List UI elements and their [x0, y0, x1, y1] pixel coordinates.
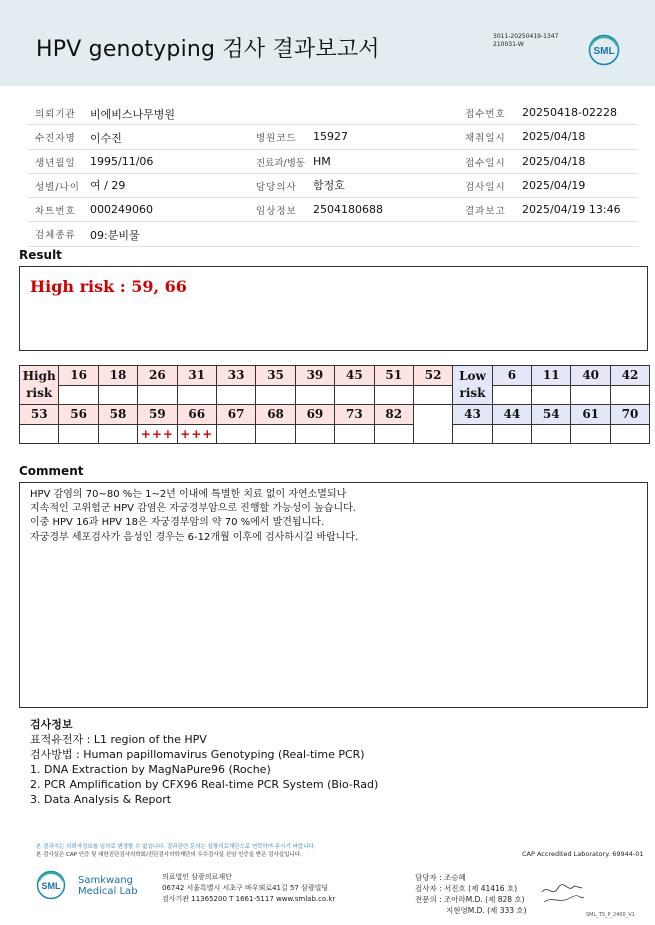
genotype-cell: 39 — [295, 366, 334, 386]
test-info — [30, 717, 378, 807]
result-cell — [374, 385, 413, 405]
patient-info — [28, 101, 638, 247]
test-date-label: 검사일시 — [465, 181, 506, 193]
result-box — [19, 266, 648, 351]
comment-title: Comment — [19, 464, 84, 478]
receipt-no-label: 접수번호 — [465, 109, 506, 120]
result-cell — [216, 424, 255, 444]
genotype-cell: 61 — [571, 405, 610, 425]
birth-label: 생년월일 — [35, 157, 76, 169]
patient-value: 이수진 — [90, 132, 122, 146]
genotype-cell: 40 — [571, 366, 610, 386]
report-code-2: 210031-W — [493, 41, 524, 48]
genotype-cell: 43 — [453, 405, 492, 425]
specimen-value: 09:분비물 — [90, 229, 140, 243]
genotype-cell: 45 — [335, 366, 374, 386]
result-cell — [571, 385, 610, 405]
low-risk-header-2: risk — [459, 386, 486, 400]
staff-info — [415, 872, 527, 916]
table-row — [20, 385, 650, 405]
address-line: 06742 서울특별시 서초구 바우뫼로41길 57 삼광빌딩 — [162, 884, 329, 892]
high-risk-header-1: High — [22, 369, 56, 383]
dept-value: HM — [313, 154, 331, 168]
institution-label: 의뢰기관 — [35, 109, 76, 120]
collect-date-value: 2025/04/18 — [522, 130, 586, 144]
hospital-code-value: 15927 — [313, 130, 348, 144]
genotype-cell: 51 — [374, 366, 413, 386]
receipt-date-value: 2025/04/18 — [522, 154, 586, 168]
cap-accreditation: CAP Accredited Laboratory. 69944-01 — [522, 850, 644, 858]
lab-name-1: Samkwang — [78, 875, 133, 886]
genotype-cell: 54 — [532, 405, 571, 425]
result-cell — [492, 424, 531, 444]
lab-name-2: Medical Lab — [78, 886, 138, 897]
positive-result-59: +++ — [138, 424, 177, 444]
staff-line: 지현영M.D. (제 333 호) — [446, 906, 527, 915]
genotype-cell: 70 — [610, 405, 649, 425]
info-row — [28, 150, 638, 174]
footer-sml-logo — [36, 870, 66, 900]
document-number: SML_TS_P_2400_V1 — [586, 912, 635, 918]
genotype-cell: 66 — [177, 405, 216, 425]
test-info-line: 검사방법 : Human papillomavirus Genotyping (Real-time PCR) — [30, 748, 365, 761]
report-code — [493, 33, 558, 49]
clinical-value: 2504180688 — [313, 203, 383, 217]
comment-line: 자궁경부 세포검사가 음성인 경우는 6-12개월 이후에 검사하시길 바랍니다. — [30, 531, 359, 543]
genotype-cell: 33 — [216, 366, 255, 386]
info-row — [28, 125, 638, 149]
result-cell — [59, 385, 98, 405]
result-cell — [177, 385, 216, 405]
receipt-date-label: 접수일시 — [465, 157, 506, 169]
sml-logo — [588, 34, 620, 66]
footer-certification: 본 검사실은 CAP 인증 및 대한진단검사의학회/진단검사의학재단의 우수검사실 신임 인증을 받은 검사실입니다. — [36, 852, 302, 858]
spacer-cell — [413, 405, 452, 444]
comment-line: HPV 감염의 70~80 %는 1~2년 이내에 특별한 치료 없이 자연소멸되나 — [30, 489, 347, 500]
genotype-cell: 35 — [256, 366, 295, 386]
genotype-cell: 11 — [532, 366, 571, 386]
genotype-cell: 18 — [98, 366, 137, 386]
address-line: 의료법인 삼광의료재단 — [162, 873, 232, 881]
genotype-cell: 16 — [59, 366, 98, 386]
result-cell — [138, 385, 177, 405]
test-info-title: 검사정보 — [30, 718, 73, 731]
comment-text — [30, 488, 358, 545]
genotype-cell: 68 — [256, 405, 295, 425]
result-cell — [374, 424, 413, 444]
test-date-value: 2025/04/19 — [522, 178, 586, 192]
sex-age-label: 성별/나이 — [35, 181, 80, 193]
genotype-cell: 58 — [98, 405, 137, 425]
result-cell — [59, 424, 98, 444]
comment-line: 지속적인 고위험군 HPV 감염은 자궁경부암으로 진행할 가능성이 높습니다. — [30, 503, 356, 515]
result-cell — [295, 385, 334, 405]
test-info-line: 1. DNA Extraction by MagNaPure96 (Roche) — [30, 763, 271, 776]
result-cell — [98, 424, 137, 444]
high-risk-header-2: risk — [26, 386, 53, 400]
genotype-cell: 53 — [20, 405, 59, 425]
staff-line: 전문의 : 조아라M.D. (제 828 호) — [415, 895, 525, 904]
positive-result-66: +++ — [177, 424, 216, 444]
info-row — [28, 198, 638, 222]
staff-line: 검사자 : 서진호 (제 41416 호) — [415, 884, 518, 893]
clinical-label: 임상정보 — [256, 206, 297, 218]
result-cell — [256, 385, 295, 405]
info-row — [28, 174, 638, 198]
comment-box — [19, 482, 648, 708]
table-row — [20, 424, 650, 444]
sex-age-value: 여 / 29 — [90, 178, 126, 192]
birth-value: 1995/11/06 — [90, 154, 154, 168]
table-row — [20, 366, 650, 386]
genotype-table — [19, 365, 650, 444]
genotype-cell: 6 — [492, 366, 531, 386]
genotype-cell: 26 — [138, 366, 177, 386]
address-line: 검사기관 11365200 T 1661-5117 www.smlab.co.kr — [162, 895, 336, 903]
sml-logo-text: SML — [593, 46, 615, 57]
report-value: 2025/04/19 13:46 — [522, 203, 621, 217]
footer-logo-text: SML — [41, 881, 61, 891]
result-title: Result — [19, 248, 62, 262]
institution-value: 비에비스나무병원 — [90, 108, 176, 121]
report-code-1: 3011-20250419-1347 — [493, 33, 559, 40]
doctor-value: 함정호 — [313, 178, 345, 192]
result-cell — [98, 385, 137, 405]
result-cell — [571, 424, 610, 444]
result-cell — [532, 385, 571, 405]
result-cell — [453, 424, 492, 444]
result-cell — [216, 385, 255, 405]
report-label: 결과보고 — [465, 206, 506, 218]
result-cell — [532, 424, 571, 444]
low-risk-header-1: Low — [459, 369, 486, 383]
signature-image — [540, 880, 586, 906]
footer-notice: 본 결과지는 의뢰자정보를 임의로 변경할 수 없습니다. 결과관련 문의는 삼광의료재단으로 연락하여 주시기 바랍니다. — [36, 844, 316, 850]
dept-label: 진료과/병동 — [256, 157, 306, 169]
result-cell — [335, 385, 374, 405]
high-risk-header — [20, 366, 59, 405]
lab-address — [162, 872, 335, 905]
test-info-line: 3. Data Analysis & Report — [30, 793, 172, 806]
genotype-cell: 42 — [610, 366, 649, 386]
genotype-cell: 73 — [335, 405, 374, 425]
info-row — [28, 101, 638, 125]
staff-line: 담당자 : 조승혜 — [415, 873, 466, 882]
comment-line: 이중 HPV 16과 HPV 18은 자궁경부암의 약 70 %에서 발견됩니다. — [30, 517, 325, 529]
result-cell — [413, 385, 452, 405]
result-cell — [610, 424, 649, 444]
low-risk-header — [453, 366, 492, 405]
high-risk-result: High risk : 59, 66 — [30, 277, 187, 296]
chart-no-value: 000249060 — [90, 203, 153, 217]
report-title: HPV genotyping 검사 결과보고서 — [36, 37, 380, 62]
patient-label: 수진자명 — [35, 133, 76, 145]
result-cell — [295, 424, 334, 444]
genotype-cell: 69 — [295, 405, 334, 425]
result-cell — [20, 424, 59, 444]
genotype-cell: 59 — [138, 405, 177, 425]
receipt-no-value: 20250418-02228 — [522, 106, 617, 119]
hospital-code-label: 병원코드 — [256, 133, 297, 145]
genotype-cell: 82 — [374, 405, 413, 425]
genotype-cell: 52 — [413, 366, 452, 386]
collect-date-label: 채취일시 — [465, 133, 506, 145]
result-cell — [610, 385, 649, 405]
test-info-line: 표적유전자 : L1 region of the HPV — [30, 733, 207, 746]
genotype-cell: 44 — [492, 405, 531, 425]
result-cell — [256, 424, 295, 444]
doctor-label: 담당의사 — [256, 181, 297, 193]
genotype-cell: 67 — [216, 405, 255, 425]
test-info-line: 2. PCR Amplification by CFX96 Real-time PCR System (Bio-Rad) — [30, 778, 379, 791]
result-cell — [492, 385, 531, 405]
table-row — [20, 405, 650, 425]
chart-no-label: 차트번호 — [35, 206, 76, 218]
genotype-cell: 31 — [177, 366, 216, 386]
result-cell — [335, 424, 374, 444]
specimen-label: 검체종류 — [35, 230, 76, 242]
genotype-cell: 56 — [59, 405, 98, 425]
info-row — [28, 222, 638, 246]
lab-name — [78, 875, 138, 897]
